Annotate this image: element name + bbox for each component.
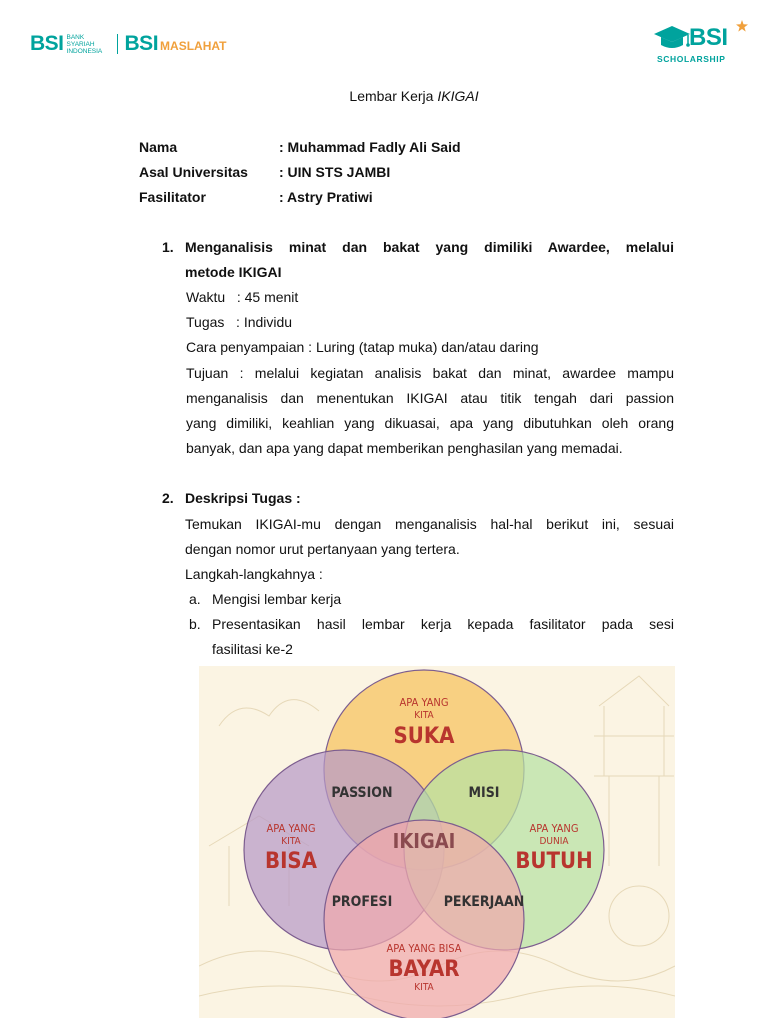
section1-tugas: Tugas : Individu — [186, 314, 293, 330]
misi-label: MISI — [468, 785, 500, 801]
section1-waktu: Waktu : 45 menit — [186, 289, 299, 305]
bayar-bot-label: KITA — [414, 982, 434, 993]
section1-tujuan-line4: banyak, dan apa yang dapat memberikan penghasilan yang memadai. — [186, 440, 623, 456]
step-a-text: Mengisi lembar kerja — [212, 591, 342, 607]
butuh-top-label: APA YANG — [529, 822, 579, 835]
suka-word: SUKA — [393, 724, 455, 749]
section1-number: 1. — [162, 239, 174, 255]
step-b-text-line2: fasilitasi ke-2 — [212, 641, 293, 657]
section1-tujuan-line3: yang dimiliki, keahlian yang dikuasai, apa yang dibutuhkan oleh orang — [186, 415, 674, 431]
step-b-letter: b. — [189, 616, 201, 632]
section2-heading: Deskripsi Tugas : — [185, 490, 301, 506]
scholarship-text: SCHOLARSHIP — [657, 54, 726, 64]
bisa-mid-label: KITA — [281, 836, 301, 847]
identity-value-universitas: : UIN STS JAMBI — [279, 164, 391, 180]
section1-cara: Cara penyampaian : Luring (tatap muka) dan/atau daring — [186, 339, 539, 355]
section2-number: 2. — [162, 490, 174, 506]
section1-heading-line2: metode IKIGAI — [185, 264, 282, 280]
butuh-mid-label: DUNIA — [539, 836, 569, 847]
identity-value-fasilitator: : Astry Pratiwi — [279, 189, 373, 205]
section2-desc-line2: dengan nomor urut pertanyaan yang tertera. — [185, 541, 460, 557]
step-b-text-line1: Presentasikan hasil lembar kerja kepada fasilitator pada sesi — [212, 616, 674, 632]
identity-value-nama: : Muhammad Fadly Ali Said — [279, 139, 461, 155]
page-title: Lembar Kerja IKIGAI — [349, 88, 479, 104]
identity-label-universitas: Asal Universitas — [139, 164, 248, 180]
suka-top-label: APA YANG — [399, 696, 449, 709]
bisa-word: BISA — [264, 849, 318, 874]
bank-syariah-text: BANK SYARIAH INDONESIA — [66, 33, 103, 55]
ikigai-center-label: IKIGAI — [392, 829, 456, 853]
bayar-top-label: APA YANG BISA — [386, 942, 462, 955]
pekerjaan-label: PEKERJAAN — [443, 894, 525, 910]
passion-label: PASSION — [331, 785, 393, 801]
profesi-label: PROFESI — [331, 894, 393, 910]
section2-steps-label: Langkah-langkahnya : — [185, 566, 323, 582]
suka-mid-label: KITA — [414, 710, 434, 721]
section1-tujuan-line1: Tujuan : melalui kegiatan analisis bakat dan minat, awardee mampu — [186, 365, 674, 381]
graduation-cap-icon — [652, 22, 692, 54]
identity-label-nama: Nama — [139, 139, 178, 155]
bsi-logo-left — [30, 32, 226, 56]
bsi-scholarship-mark: BSI — [689, 24, 728, 51]
butuh-word: BUTUH — [515, 849, 593, 874]
bsi-maslahat-mark: BSI — [124, 32, 159, 55]
section1-tujuan-line2: menganalisis dan menentukan IKIGAI atau titik tengah dari passion — [186, 390, 674, 406]
ikigai-venn-svg — [199, 666, 675, 1018]
maslahat-text: MASLAHAT — [160, 39, 227, 53]
bsi-logo-mark: BSI — [30, 32, 64, 55]
ikigai-diagram — [199, 666, 675, 1018]
bsi-scholarship-logo — [652, 18, 748, 66]
section1-heading-line1: Menganalisis minat dan bakat yang dimiliki Awardee, melalui — [185, 239, 674, 255]
star-icon — [736, 20, 748, 32]
bisa-top-label: APA YANG — [266, 822, 316, 835]
identity-label-fasilitator: Fasilitator — [139, 189, 206, 205]
step-a-letter: a. — [189, 591, 201, 607]
logo-separator — [117, 34, 118, 54]
section2-desc-line1: Temukan IKIGAI-mu dengan menganalisis hal-hal berikut ini, sesuai — [185, 516, 674, 532]
bayar-word: BAYAR — [388, 957, 460, 982]
